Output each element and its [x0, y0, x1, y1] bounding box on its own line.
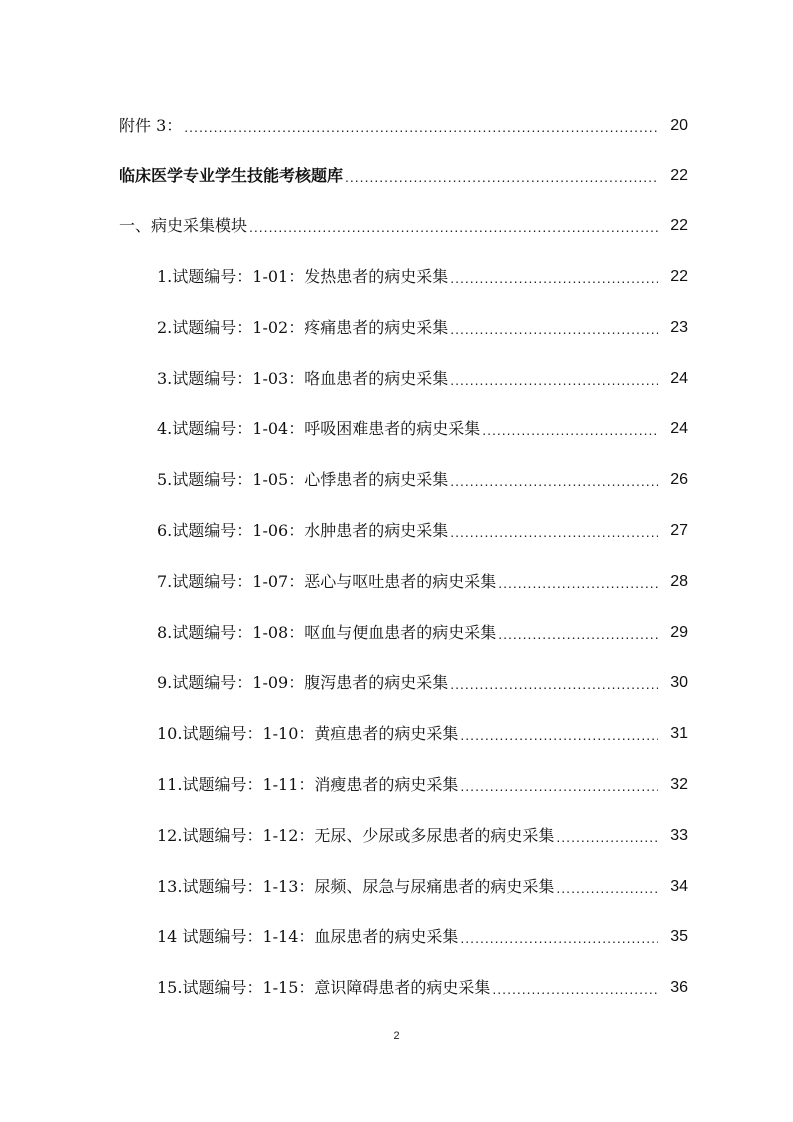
- dot-leader: [345, 168, 658, 186]
- dot-leader: [498, 574, 658, 592]
- toc-entry-label: 13.试题编号：1-13：尿频、尿急与尿痛患者的病史采集: [157, 877, 555, 896]
- toc-entry-1-13[interactable]: [0, 872, 793, 898]
- toc-entry-1-10[interactable]: [0, 719, 793, 745]
- toc-entry-label: 10.试题编号：1-10：黄疸患者的病史采集: [157, 724, 459, 743]
- toc-entry-page-number: 26: [670, 471, 688, 488]
- dot-leader: [460, 777, 658, 795]
- toc-entry-label: 11.试题编号：1-11：消瘦患者的病史采集: [157, 775, 459, 794]
- toc-entry-1-11[interactable]: [0, 770, 793, 796]
- toc-entry-appendix-3[interactable]: [0, 111, 793, 137]
- toc-entry-label: 临床医学专业学生技能考核题库: [119, 166, 344, 185]
- toc-entry-label: 7.试题编号：1-07：恶心与呕吐患者的病史采集: [157, 572, 497, 591]
- toc-entry-1-01[interactable]: [0, 262, 793, 288]
- toc-entry-1-15[interactable]: [0, 973, 793, 999]
- toc-entry-label: 3.试题编号：1-03：咯血患者的病史采集: [157, 369, 449, 388]
- toc-entry-history-module[interactable]: [0, 211, 793, 237]
- toc-entry-1-04[interactable]: [0, 414, 793, 440]
- toc-entry-label: 5.试题编号：1-05：心悸患者的病史采集: [157, 470, 449, 489]
- footer-page-number: 2: [393, 1030, 400, 1042]
- dot-leader: [492, 980, 658, 998]
- toc-entry-page-number: 30: [670, 674, 688, 691]
- dot-leader: [249, 218, 658, 236]
- toc-entry-label: 一、病史采集模块: [119, 216, 248, 235]
- toc-entry-1-05[interactable]: [0, 465, 793, 491]
- toc-entry-1-14[interactable]: [0, 922, 793, 948]
- dot-leader: [450, 269, 658, 287]
- dot-leader: [450, 472, 658, 490]
- toc-entry-1-08[interactable]: [0, 618, 793, 644]
- toc-entry-page-number: 33: [670, 827, 688, 844]
- toc-entry-page-number: 24: [670, 370, 688, 387]
- toc-entry-label: 附件 3：: [119, 116, 183, 135]
- toc-entry-page-number: 20: [670, 117, 688, 134]
- dot-leader: [184, 118, 658, 136]
- toc-entry-1-06[interactable]: [0, 516, 793, 542]
- toc-entry-1-12[interactable]: [0, 821, 793, 847]
- toc-entry-page-number: 22: [670, 217, 688, 234]
- dot-leader: [460, 726, 658, 744]
- toc-entry-page-number: 36: [670, 979, 688, 996]
- dot-leader: [482, 421, 658, 439]
- toc-entry-page-number: 31: [670, 725, 688, 742]
- toc-entry-1-02[interactable]: [0, 313, 793, 339]
- dot-leader: [556, 828, 658, 846]
- dot-leader: [460, 929, 658, 947]
- dot-leader: [498, 625, 658, 643]
- toc-entry-page-number: 27: [670, 522, 688, 539]
- dot-leader: [556, 879, 658, 897]
- toc-entry-page-number: 22: [670, 268, 688, 285]
- toc-entry-label: 15.试题编号：1-15：意识障碍患者的病史采集: [157, 978, 491, 997]
- toc-entry-page-number: 35: [670, 928, 688, 945]
- toc-entry-page-number: 34: [670, 878, 688, 895]
- toc-entry-label: 14 试题编号：1-14：血尿患者的病史采集: [157, 927, 459, 946]
- toc-entry-label: 1.试题编号：1-01：发热患者的病史采集: [157, 267, 449, 286]
- dot-leader: [450, 320, 658, 338]
- toc-entry-1-09[interactable]: [0, 668, 793, 694]
- toc-entry-page-number: 22: [670, 167, 688, 184]
- toc-entry-label: 9.试题编号：1-09：腹泻患者的病史采集: [157, 673, 449, 692]
- dot-leader: [450, 675, 658, 693]
- dot-leader: [450, 371, 658, 389]
- toc-entry-page-number: 23: [670, 319, 688, 336]
- toc-entry-label: 12.试题编号：1-12：无尿、少尿或多尿患者的病史采集: [157, 826, 555, 845]
- dot-leader: [450, 523, 658, 541]
- toc-entry-page-number: 29: [670, 624, 688, 641]
- toc-entry-label: 4.试题编号：1-04：呼吸困难患者的病史采集: [157, 419, 481, 438]
- toc-entry-page-number: 32: [670, 776, 688, 793]
- toc-entry-label: 8.试题编号：1-08：呕血与便血患者的病史采集: [157, 623, 497, 642]
- toc-entry-1-03[interactable]: [0, 364, 793, 390]
- toc-entry-1-07[interactable]: [0, 567, 793, 593]
- toc-entry-question-bank[interactable]: [0, 161, 793, 187]
- toc-entry-label: 6.试题编号：1-06：水肿患者的病史采集: [157, 521, 449, 540]
- toc-entry-page-number: 28: [670, 573, 688, 590]
- toc-entry-page-number: 24: [670, 420, 688, 437]
- toc-entry-label: 2.试题编号：1-02：疼痛患者的病史采集: [157, 318, 449, 337]
